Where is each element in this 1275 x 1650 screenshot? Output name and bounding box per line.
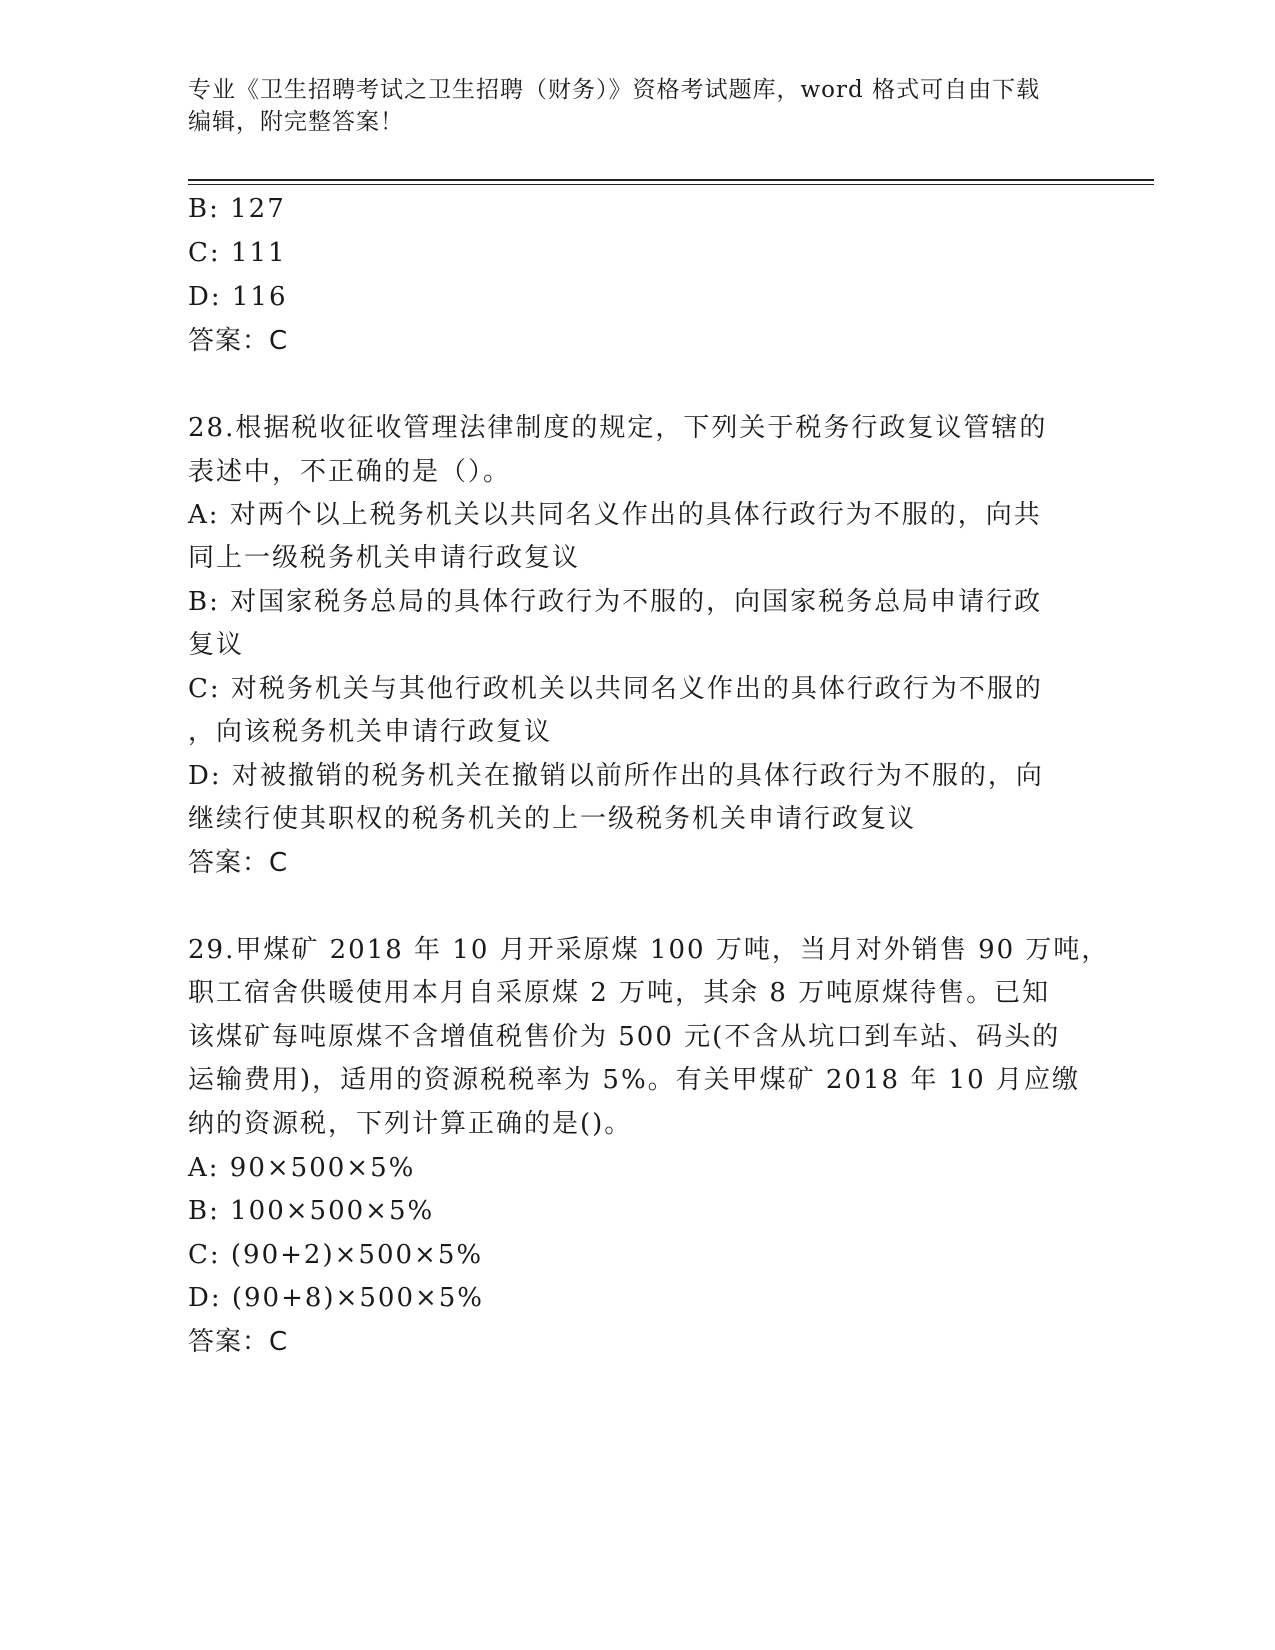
q29-stem-line-5: 纳的资源税，下列计算正确的是()。 [188, 1109, 633, 1139]
header-rule-thin [188, 184, 1154, 185]
q29-stem-line-1: 29.甲煤矿 2018 年 10 月开采原煤 100 万吨，当月对外销售 90 万吨， [188, 935, 1110, 965]
q29-option-c: C: (90+2)×500×5% [188, 1240, 484, 1270]
q29-stem-line-4: 运输费用)，适用的资源税税率为 5%。有关甲煤矿 2018 年 10 月应缴 [188, 1065, 1080, 1095]
q29-option-a: A: 90×500×5% [188, 1153, 416, 1183]
q27-option-b: B: 127 [188, 194, 286, 224]
q27-answer: 答案：C [188, 326, 289, 356]
q27-option-c: C: 111 [188, 238, 287, 268]
q28-answer: 答案：C [188, 848, 289, 878]
q28-stem-line-2: 表述中，不正确的是（）。 [188, 457, 512, 487]
page-header [188, 74, 1088, 138]
q28-option-c-line-2: ，向该税务机关申请行政复议 [188, 717, 553, 747]
q28-option-d-line-2: 继续行使其职权的税务机关的上一级税务机关申请行政复议 [188, 804, 917, 834]
q29-stem-line-2: 职工宿舍供暖使用本月自采原煤 2 万吨，其余 8 万吨原煤待售。已知 [188, 978, 1051, 1008]
header-line-1: 专业《卫生招聘考试之卫生招聘（财务）》资格考试题库，word 格式可自由下载 [188, 77, 1041, 103]
q29-answer: 答案：C [188, 1327, 289, 1357]
q28-stem-line-1: 28.根据税收征收管理法律制度的规定，下列关于税务行政复议管辖的 [188, 413, 1048, 443]
q28-option-d-line-1: D: 对被撤销的税务机关在撤销以前所作出的具体行政行为不服的，向 [188, 761, 1044, 791]
q27-option-d: D: 116 [188, 282, 288, 312]
q28-option-b-line-1: B: 对国家税务总局的具体行政行为不服的，向国家税务总局申请行政 [188, 587, 1043, 617]
q29-option-b: B: 100×500×5% [188, 1196, 435, 1226]
q28-option-a-line-1: A: 对两个以上税务机关以共同名义作出的具体行政行为不服的，向共 [188, 500, 1042, 530]
q28-option-a-line-2: 同上一级税务机关申请行政复议 [188, 543, 581, 573]
header-line-2: 编辑，附完整答案！ [188, 109, 404, 135]
q29-stem-line-3: 该煤矿每吨原煤不含增值税售价为 500 元(不含从坑口到车站、码头的 [188, 1022, 1061, 1052]
q29-option-d: D: (90+8)×500×5% [188, 1283, 485, 1313]
q28-option-c-line-1: C: 对税务机关与其他行政机关以共同名义作出的具体行政行为不服的 [188, 674, 1043, 704]
q28-option-b-line-2: 复议 [188, 630, 245, 660]
header-rule-thick [188, 179, 1154, 181]
